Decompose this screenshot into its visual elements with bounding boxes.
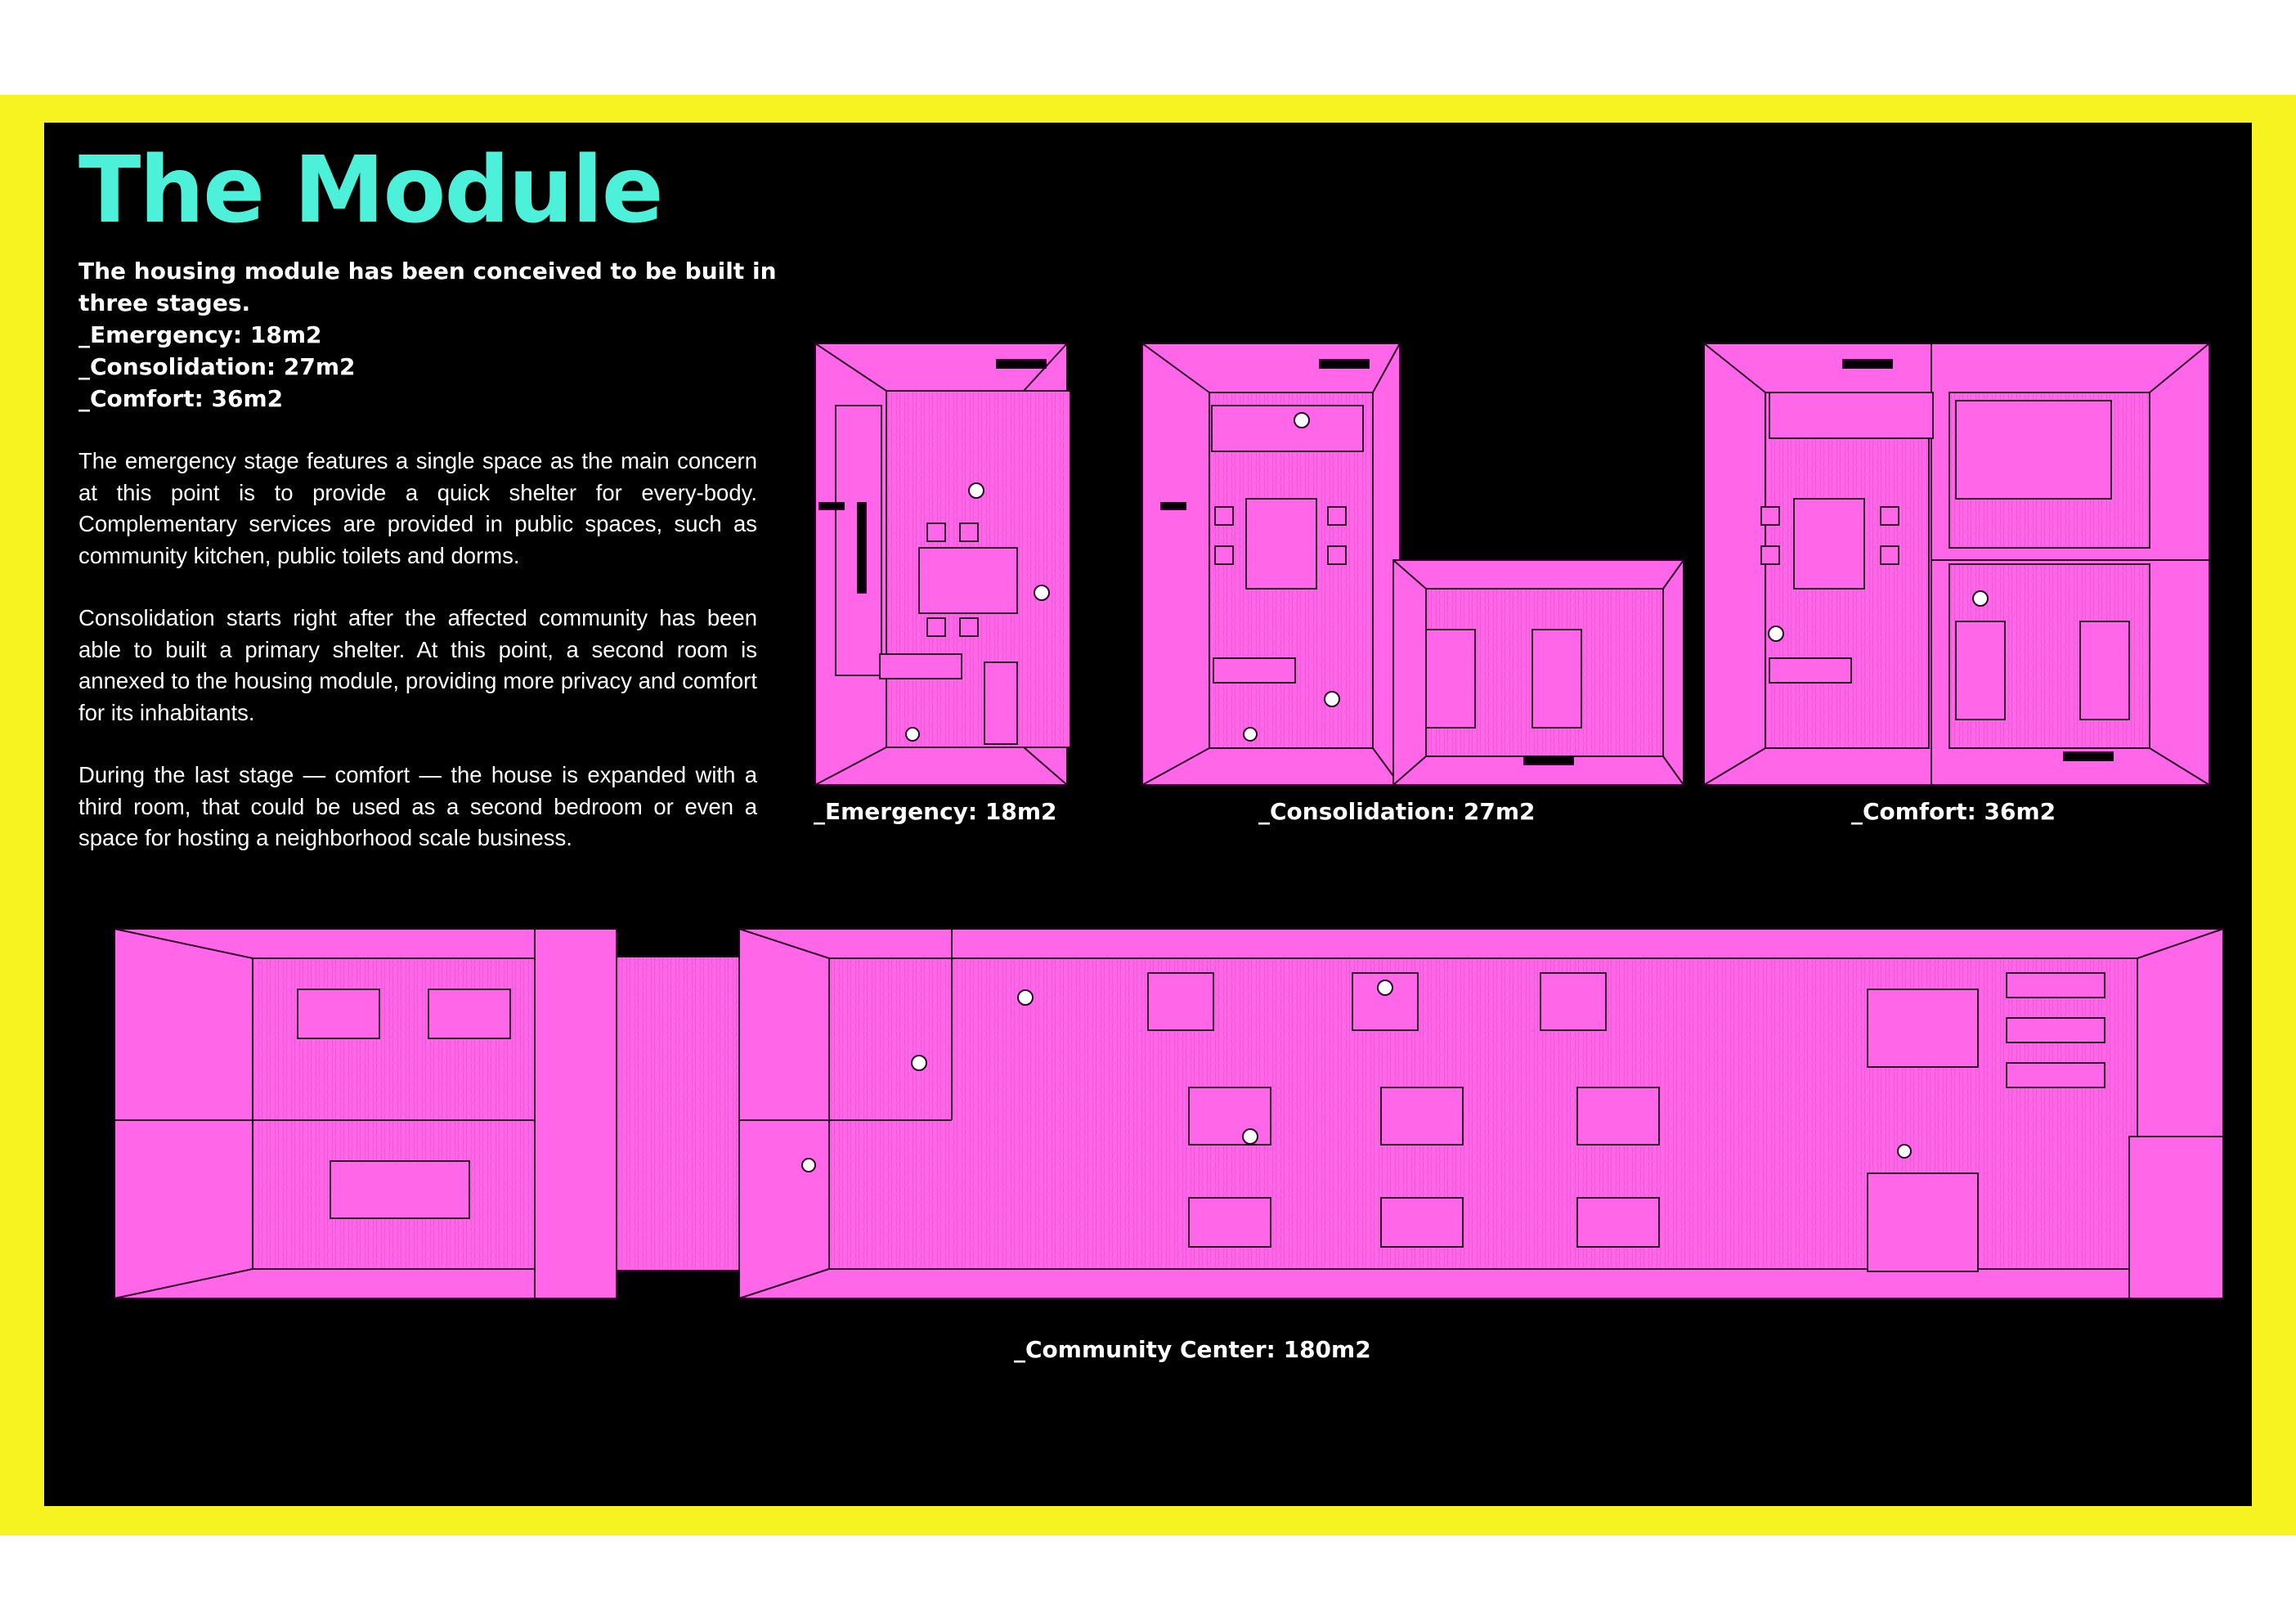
- paragraph-consolidation: Consolidation starts right after the affected community has been able to built a primary shelter. At this point, a second room is annexed to the housing module, providing more privacy and comfort for its inhabitants.: [78, 605, 757, 725]
- caption-emergency: _Emergency: 18m2: [814, 798, 1057, 825]
- paragraph-comfort: During the last stage — comfort — the house is expanded with a third room, that could be used as a second bedroom or even a space for hosting a neighborhood scale business.: [78, 762, 757, 850]
- plan-emergency: [815, 343, 1070, 785]
- intro-lead-line-1: The housing module has been conceived to be built in: [78, 258, 777, 285]
- caption-comfort: _Comfort: 36m2: [1851, 798, 2056, 825]
- stage-emergency: _Emergency: 18m2: [78, 321, 322, 348]
- paragraph-emergency: The emergency stage features a single space as the main concern at this point is to provide a quick shelter for every-body. Complementary services are provided in public spaces, such as community kitchen, public toilets and dorms.: [78, 448, 757, 568]
- intro-lead-line-2: three stages.: [78, 289, 251, 316]
- plan-consolidation: [1142, 343, 1684, 785]
- caption-community-center: _Community Center: 180m2: [1014, 1336, 1371, 1363]
- page-title: The Module: [78, 137, 662, 244]
- plan-comfort: [1704, 343, 2209, 785]
- plan-community-center: [114, 929, 2223, 1298]
- stage-comfort: _Comfort: 36m2: [78, 385, 284, 412]
- caption-consolidation: _Consolidation: 27m2: [1258, 798, 1536, 825]
- stage-consolidation: _Consolidation: 27m2: [78, 353, 356, 380]
- board-panel: [44, 123, 2252, 1506]
